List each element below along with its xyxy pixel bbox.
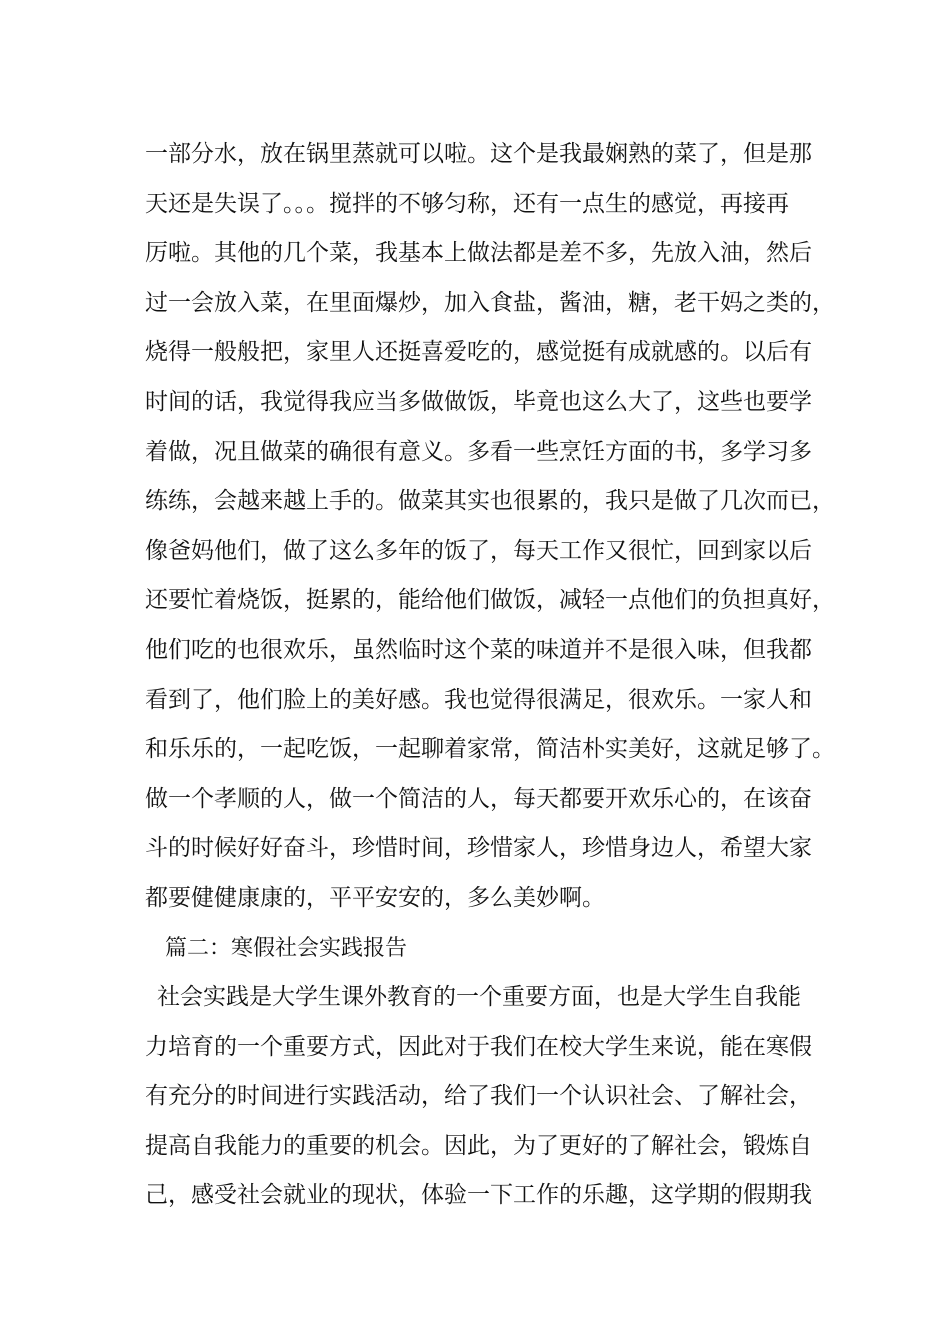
document-body [145,130,835,1221]
text-line: 过一会放入菜，在里面爆炒，加入食盐，酱油，糖，老干妈之类的， [145,289,835,316]
text-line: 时间的话，我觉得我应当多做做饭，毕竟也这么大了，这些也要学 [145,388,812,415]
section-heading: 篇二：寒假社会实践报告 [165,935,408,961]
text-line: 都要健健康康的，平平安安的，多么美妙啊。 [145,884,605,911]
text-line: 他们吃的也很欢乐，虽然临时这个菜的味道并不是很入味，但我都 [145,636,812,663]
text-line: 像爸妈他们，做了这么多年的饭了，每天工作又很忙，回到家以后 [145,537,812,564]
text-line: 力培育的一个重要方式，因此对于我们在校大学生来说，能在寒假 [145,1033,812,1060]
text-line: 厉啦。其他的几个菜，我基本上做法都是差不多，先放入油，然后 [145,240,812,267]
text-line: 一部分水，放在锅里蒸就可以啦。这个是我最娴熟的菜了，但是那 [145,141,812,167]
text-line: 提高自我能力的重要的机会。因此，为了更好的了解社会，锻炼自 [145,1132,812,1159]
text-line: 做一个孝顺的人，做一个简洁的人，每天都要开欢乐心的，在该奋 [145,785,812,812]
text-line: 斗的时候好好奋斗，珍惜时间，珍惜家人，珍惜身边人，希望大家 [145,835,812,862]
text-line: 烧得一般般把，家里人还挺喜爱吃的，感觉挺有成就感的。以后有 [145,339,812,366]
text-line: 练练，会越来越上手的。做菜其实也很累的，我只是做了几次而已， [145,488,835,515]
text-line: 看到了，他们脸上的美好感。我也觉得很满足，很欢乐。一家人和 [145,686,812,713]
text-line: 和乐乐的，一起吃饭，一起聊着家常，简洁朴实美好，这就足够了。 [145,736,835,763]
text-line: 社会实践是大学生课外教育的一个重要方面，也是大学生自我能 [157,984,801,1011]
text-line: 着做，况且做菜的确很有意义。多看一些烹饪方面的书，多学习多 [145,438,812,465]
text-line: 还要忙着烧饭，挺累的，能给他们做饭，减轻一点他们的负担真好， [145,587,835,614]
text-line: 天还是失误了。。。搅拌的不够匀称，还有一点生的感觉，再接再 [145,190,789,217]
text-line: 己，感受社会就业的现状，体验一下工作的乐趣，这学期的假期我 [145,1182,812,1209]
text-line: 有充分的时间进行实践活动，给了我们一个认识社会、了解社会， [145,1083,812,1110]
